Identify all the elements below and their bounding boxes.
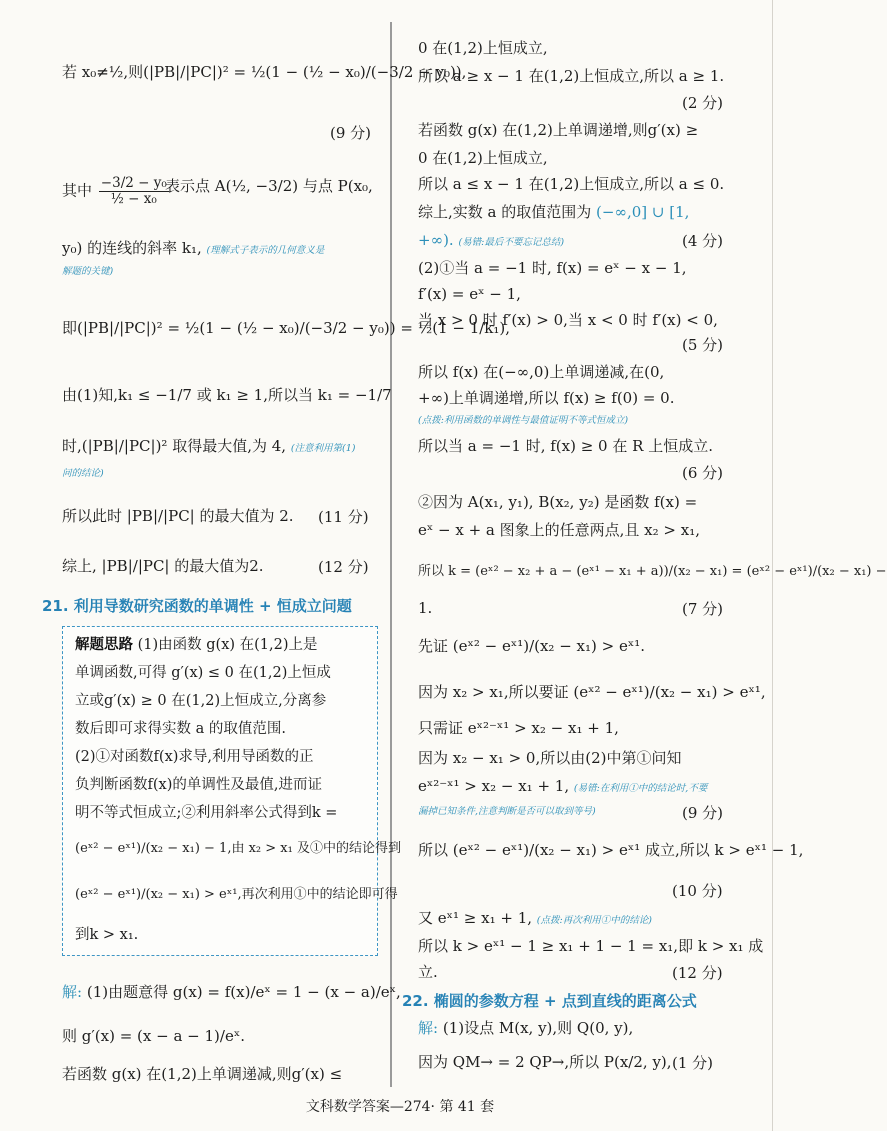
- range-answer: (−∞,0] ∪ [1,: [596, 203, 690, 221]
- score-6: (6 分): [682, 464, 724, 482]
- r-line-13: 所以当 a = −1 时, f(x) ≥ 0 在 R 上恒成立.: [418, 437, 713, 455]
- slope-intro: [62, 176, 171, 207]
- again-text: 又 eˣ¹ ≥ x₁ + 1,: [418, 909, 533, 927]
- solution-hint-box: [62, 626, 401, 956]
- score-1: (1 分): [672, 1054, 714, 1072]
- max-2-line: 所以此时 |PB|/|PC| 的最大值为 2.: [62, 507, 294, 525]
- text-qizhong: 其中: [62, 181, 93, 200]
- r-line-27: 立.: [418, 963, 438, 981]
- r-line-12: [418, 388, 675, 408]
- score-7: (7 分): [682, 600, 724, 618]
- r-line-17: 1.: [418, 599, 433, 617]
- hint-line-5: (2)①对函数f(x)求导,利用导函数的正: [75, 749, 314, 765]
- k1-text: y₀) 的连线的斜率 k₁,: [62, 239, 202, 257]
- score-9: (9 分): [330, 124, 372, 142]
- score-12: (12 分): [318, 558, 369, 576]
- solution-22-label: 解:: [418, 1019, 439, 1037]
- r-line-4: 0 在(1,2)上恒成立,: [418, 149, 548, 167]
- r-line-22: [418, 776, 707, 799]
- r-line-11: 所以 f(x) 在(−∞,0)上单调递减,在(0,: [418, 363, 665, 381]
- score-5: (5 分): [682, 336, 724, 354]
- eq-ratio-line: 若 x₀≠½,则(|PB|/|PC|)² = ½(1 − (½ − x₀)/(−3/2 − y₀)),: [62, 63, 467, 81]
- k1-range-line: 由(1)知,k₁ ≤ −1/7 或 k₁ ≥ 1,所以当 k₁ = −1/7: [62, 386, 392, 404]
- r-line-19: 因为 x₂ > x₁,所以要证 (eˣ² − eˣ¹)/(x₂ − x₁) > eˣ¹,: [418, 683, 766, 701]
- r-line-8: (2)①当 a = −1 时, f(x) = eˣ − x − 1,: [418, 259, 687, 277]
- r-line-7: [418, 230, 564, 253]
- hint-line-6: 负判断函数f(x)的单调性及最值,进而证: [75, 777, 322, 793]
- hint-line-3: 立或g′(x) ≥ 0 在(1,2)上恒成立,分离参: [75, 693, 327, 709]
- hint-text-1: (1)由函数 g(x) 在(1,2)上是: [137, 637, 318, 653]
- derivative-g-line: 则 g′(x) = (x − a − 1)/eˣ.: [62, 1027, 245, 1045]
- r-line-14: ②因为 A(x₁, y₁), B(x₂, y₂) 是函数 f(x) =: [418, 493, 698, 511]
- r-line-24: 所以 (eˣ² − eˣ¹)/(x₂ − x₁) > eˣ¹ 成立,所以 k > eˣ¹ − 1,: [418, 841, 804, 859]
- r-line-21: 因为 x₂ − x₁ > 0,所以由(2)中第①问知: [418, 749, 682, 767]
- hint-line-10: 到k > x₁.: [75, 927, 139, 943]
- max-text: 时,(|PB|/|PC|)² 取得最大值,为 4,: [62, 437, 287, 455]
- slope-k1-line: [62, 238, 324, 261]
- r-line-2: 所以 a ≥ x − 1 在(1,2)上恒成立,所以 a ≥ 1.: [418, 67, 725, 85]
- hint-line-7: 明不等式恒成立;②利用斜率公式得到k =: [75, 805, 338, 821]
- r-line-10: 当 x > 0 时 f′(x) > 0,当 x < 0 时 f′(x) < 0,: [418, 311, 718, 329]
- monotonic-text: +∞)上单调递增,所以 f(x) ≥ f(0) = 0.: [418, 389, 675, 407]
- r-line-5: 所以 a ≤ x − 1 在(1,2)上恒成立,所以 a ≤ 0.: [418, 175, 725, 193]
- score-4: (4 分): [682, 232, 724, 250]
- ineq-text: eˣ²⁻ˣ¹ > x₂ − x₁ + 1,: [418, 777, 570, 795]
- r-line-3: 若函数 g(x) 在(1,2)上单调递增,则g′(x) ≥: [418, 121, 699, 139]
- slope-fraction: $\frac{\text{−3/2 − y₀}}{\text{½ − x₀}}$: [100, 175, 167, 207]
- score-11: (11 分): [318, 508, 369, 526]
- eq-k1-line: 即(|PB|/|PC|)² = ½(1 − (½ − x₀)/(−3/2 − y₀)) = ½(1 − 1/k₁),: [62, 319, 511, 337]
- hint-line-2: 单调函数,可得 g′(x) ≤ 0 在(1,2)上恒成: [75, 665, 331, 681]
- hint-line-1: [75, 635, 318, 655]
- r-line-25: [418, 908, 652, 931]
- section-22-title: 22. 椭圆的参数方程 + 点到直线的距离公式: [402, 992, 697, 1010]
- note-careful: (易错:在利用①中的结论时,不要: [573, 783, 708, 794]
- column-divider: [390, 22, 392, 1087]
- score-10: (10 分): [672, 882, 723, 900]
- r-line-29: 因为 QM→ = 2 QP→,所以 P(x/2, y),: [418, 1053, 672, 1071]
- note-geometry-2: 解题的关键): [62, 266, 114, 277]
- r-line-16: 所以 k = (eˣ² − x₂ + a − (eˣ¹ − x₁ + a))/(x₂ − x₁) = (eˣ² − eˣ¹)/(x₂ − x₁) −: [418, 564, 887, 579]
- r-line-15: eˣ − x + a 图象上的任意两点,且 x₂ > x₁,: [418, 521, 700, 539]
- page-footer: 文科数学答案—274· 第 41 套: [305, 1099, 495, 1115]
- range-text: 综上,实数 a 的取值范围为: [418, 203, 592, 221]
- hint-label: 解题思路: [75, 637, 133, 653]
- r-line-9: f′(x) = eˣ − 1,: [418, 285, 521, 303]
- score-2: (2 分): [682, 94, 724, 112]
- summary-line: 综上, |PB|/|PC| 的最大值为2.: [62, 557, 264, 575]
- note-again: (点拨:再次利用①中的结论): [536, 915, 652, 926]
- hint-line-8: (eˣ² − eˣ¹)/(x₂ − x₁) − 1,由 x₂ > x₁ 及①中的结论得到: [75, 841, 401, 856]
- solution-22-text: (1)设点 M(x, y),则 Q(0, y),: [442, 1019, 634, 1037]
- note-use-part1: (注意利用第(1): [290, 443, 356, 454]
- solution-1-line: [62, 982, 401, 1002]
- r-line-20: 只需证 eˣ²⁻ˣ¹ > x₂ − x₁ + 1,: [418, 719, 619, 737]
- solution-1-text: (1)由题意得 g(x) = f(x)/eˣ = 1 − (x − a)/eˣ,: [86, 983, 401, 1001]
- note-careful-2: 漏掉已知条件,注意判断是否可以取到等号): [418, 806, 596, 817]
- score-12-right: (12 分): [672, 964, 723, 982]
- decreasing-line: 若函数 g(x) 在(1,2)上单调递减,则g′(x) ≤: [62, 1065, 343, 1083]
- note-monotonic: (点拨:利用函数的单调性与最值证明不等式恒成立): [418, 415, 629, 426]
- note-use-part1-2: 问的结论): [62, 468, 104, 479]
- range-answer-end: +∞).: [418, 231, 454, 249]
- r-line-18: 先证 (eˣ² − eˣ¹)/(x₂ − x₁) > eˣ¹.: [418, 637, 645, 655]
- solution-label: 解:: [62, 983, 83, 1001]
- max-value-line: [62, 436, 356, 459]
- hint-line-9: (eˣ² − eˣ¹)/(x₂ − x₁) > eˣ¹,再次利用①中的结论即可得: [75, 887, 398, 902]
- note-summary: (易错:最后不要忘记总结): [458, 237, 565, 248]
- r-line-1: 0 在(1,2)上恒成立,: [418, 39, 548, 57]
- r-line-6: [418, 202, 689, 222]
- r-line-26: 所以 k > eˣ¹ − 1 ≥ x₁ + 1 − 1 = x₁,即 k > x₁ 成: [418, 937, 764, 955]
- hint-line-4: 数后即可求得实数 a 的取值范围.: [75, 721, 286, 737]
- note-geometry: (理解式子表示的几何意义是: [206, 245, 325, 256]
- r-line-28: [418, 1018, 633, 1038]
- slope-desc: 表示点 A(½, −3/2) 与点 P(x₀,: [165, 177, 373, 195]
- score-9-right: (9 分): [682, 804, 724, 822]
- section-21-title: 21. 利用导数研究函数的单调性 + 恒成立问题: [42, 597, 352, 615]
